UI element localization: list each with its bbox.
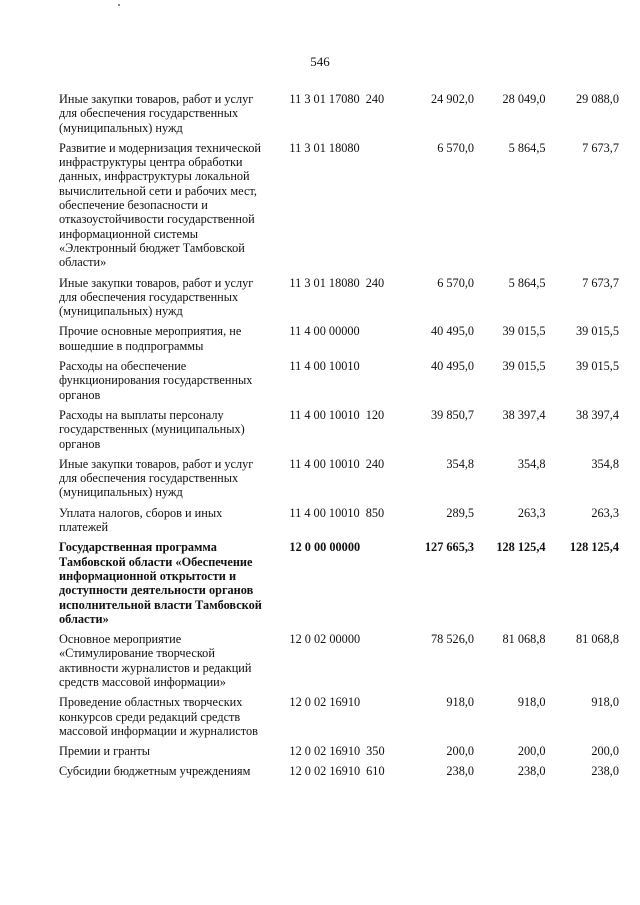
row-code: 11 4 00 10010: [289, 359, 360, 374]
row-code: 11 3 01 17080 240: [289, 92, 385, 106]
row-code: 11 3 01 18080: [289, 140, 360, 155]
row-name: Иные закупки товаров, работ и услуг для обеспечения государственных (муниципальных) нужд: [59, 92, 254, 135]
row-code: 12 0 02 00000: [289, 632, 361, 647]
table-row: [59, 540, 619, 626]
row-value-3: 7 673,7: [582, 275, 620, 290]
row-value-2: 28 049,0: [502, 92, 546, 106]
row-code: 12 0 02 16910: [289, 695, 361, 710]
row-name: Расходы на выплаты персоналу государственных (муниципальных) органов: [59, 407, 245, 451]
row-name: Иные закупки товаров, работ и услуг для обеспечения государственных (муниципальных) нужд: [59, 456, 254, 500]
row-value-3: 354,8: [591, 456, 620, 471]
table-row: [59, 324, 619, 353]
row-value-1: 354,8: [446, 456, 475, 471]
row-value-1: 238,0: [446, 764, 475, 779]
row-value-3: 39 015,5: [575, 324, 620, 339]
row-vr: 240: [365, 275, 385, 290]
row-value-3: 81 068,8: [575, 632, 620, 647]
row-value-2: 918,0: [517, 695, 546, 710]
row-code: 12 0 02 16910 350: [289, 744, 385, 759]
row-value-2: 39 015,5: [502, 359, 546, 374]
row-value-3: 7 673,7: [582, 140, 620, 155]
row-value-2: 5 864,5: [508, 275, 546, 290]
row-vr: 120: [365, 407, 385, 422]
row-value-1: 24 902,0: [431, 92, 475, 106]
row-vr: 350: [366, 744, 385, 759]
row-value-1: 39 850,7: [431, 407, 475, 422]
row-value-3: 39 015,5: [575, 359, 620, 374]
row-vr: 240: [365, 92, 385, 106]
row-name: Субсидии бюджетным учреждениям: [59, 764, 251, 779]
row-value-3: 128 125,4: [569, 540, 620, 555]
row-value-2: 81 068,8: [502, 632, 546, 647]
row-value-2: 200,0: [517, 744, 546, 759]
row-name: Расходы на обеспечение функционирования государственных органов: [59, 359, 253, 402]
row-value-3: 38 397,4: [575, 407, 620, 422]
scan-speck: [118, 4, 120, 6]
table-row: [59, 744, 619, 758]
row-name: Прочие основные мероприятия, не вошедшие в подпрограммы: [59, 324, 242, 353]
row-value-1: 918,0: [446, 695, 475, 710]
row-value-3: 238,0: [591, 764, 620, 779]
row-code: 11 4 00 10010 240: [289, 456, 385, 471]
row-name: Основное мероприятие «Стимулирование творческой активности журналистов и редакций средств массовой информации»: [59, 632, 252, 689]
row-value-1: 289,5: [446, 505, 475, 520]
table-row: [59, 92, 619, 135]
table-row: [59, 632, 619, 689]
row-name: Проведение областных творческих конкурсов среди редакций средств массовой информации и журналистов: [59, 695, 258, 738]
row-value-1: 40 495,0: [431, 359, 475, 374]
row-value-2: 128 125,4: [496, 540, 546, 555]
table-row: [59, 408, 619, 451]
row-value-2: 263,3: [517, 505, 546, 520]
row-vr: 610: [366, 764, 385, 779]
table-row: [59, 695, 619, 738]
row-value-1: 40 495,0: [431, 324, 475, 339]
row-name: Иные закупки товаров, работ и услуг для обеспечения государственных (муниципальных) нужд: [59, 275, 254, 319]
table-row: [59, 276, 619, 319]
row-value-2: 39 015,5: [502, 324, 546, 339]
row-value-3: 263,3: [591, 505, 620, 520]
row-name: Премии и гранты: [59, 744, 151, 759]
row-value-3: 200,0: [591, 744, 620, 759]
row-value-1: 6 570,0: [437, 140, 475, 155]
row-name: Уплата налогов, сборов и иных платежей: [59, 505, 223, 535]
row-value-2: 238,0: [517, 764, 546, 779]
row-vr: 850: [365, 505, 385, 520]
row-code: 11 4 00 00000: [289, 324, 360, 339]
row-code: 12 0 02 16910 610: [289, 764, 385, 779]
row-name: Государственная программа Тамбовской области «Обеспечение информационной открытости и доступности деятельности органов исполнительной власти Тамбовской области»: [59, 540, 262, 626]
table-row: [59, 764, 619, 778]
table-row: [59, 457, 619, 500]
row-value-1: 200,0: [446, 744, 475, 759]
row-code: 11 4 00 10010 120: [289, 407, 385, 422]
budget-table: [59, 92, 619, 785]
row-value-2: 354,8: [517, 456, 546, 471]
table-row: [59, 141, 619, 270]
row-code: 11 4 00 10010 850: [289, 505, 385, 520]
row-value-2: 5 864,5: [508, 140, 546, 155]
row-value-1: 6 570,0: [437, 275, 475, 290]
row-value-1: 127 665,3: [424, 540, 475, 555]
table-row: [59, 506, 619, 535]
row-vr: 240: [365, 456, 385, 471]
row-value-3: 29 088,0: [575, 92, 620, 106]
row-name: Развитие и модернизация технической инфраструктуры центра обработки данных, инфраструктуры локальной вычислительной сети и рабочих мест, обеспечение безопасности и отказоустойчивости государственной информационной системы «Электронный бюджет Тамбовской области»: [59, 140, 261, 270]
row-code: 11 3 01 18080 240: [289, 275, 385, 290]
row-value-1: 78 526,0: [431, 632, 475, 647]
row-value-2: 38 397,4: [502, 407, 546, 422]
row-value-3: 918,0: [591, 695, 620, 710]
row-code: 12 0 00 00000: [289, 540, 361, 555]
table-row: [59, 359, 619, 402]
page-number: 546: [310, 54, 330, 69]
